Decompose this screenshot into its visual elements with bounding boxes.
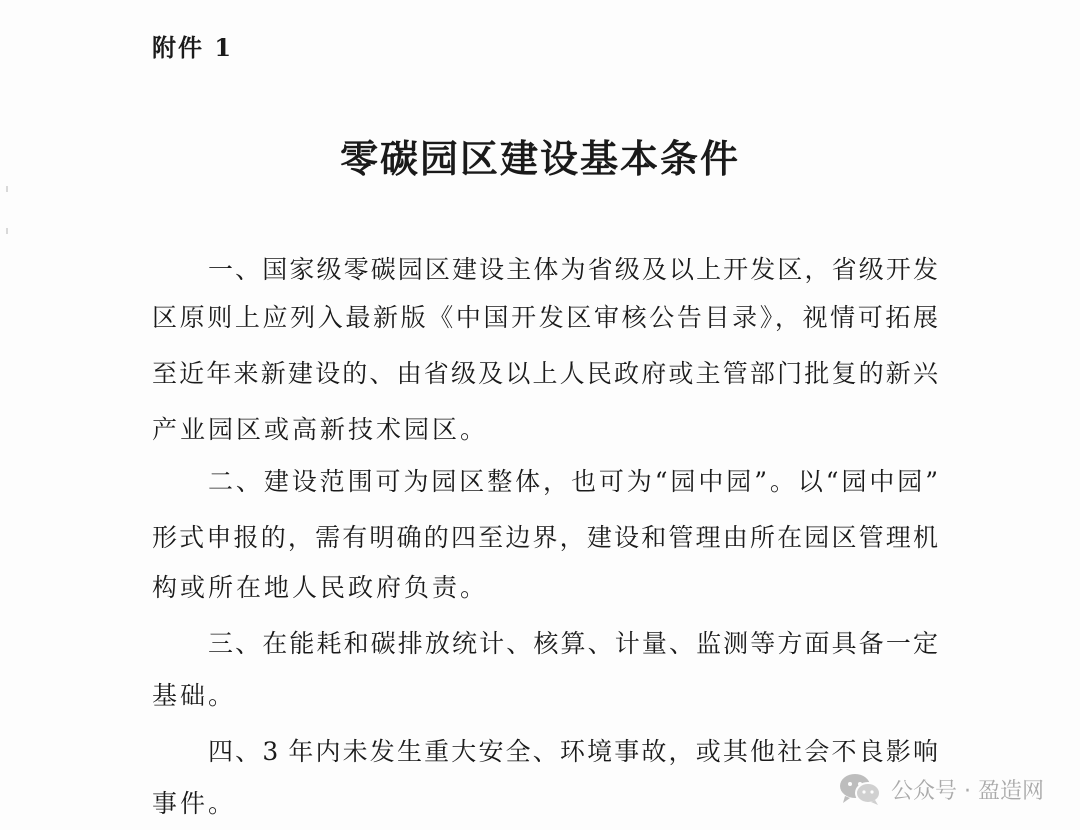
document-title: 零碳园区建设基本条件: [339, 136, 740, 181]
paragraph-1-line-4: 产业园区或高新技术园区。: [152, 415, 489, 444]
watermark: [837, 772, 1044, 806]
paragraph-1-line-3: 至近年来新建设的、由省级及以上人民政府或主管部门批复的新兴: [152, 359, 938, 388]
paragraph-1-line-1: 一、国家级零碳园区建设主体为省级及以上开发区，省级开发: [208, 255, 938, 284]
wechat-icon: [837, 772, 883, 806]
paragraph-2-line-1: 二、建设范围可为园区整体，也可为“园中园”。以“园中园”: [208, 467, 938, 496]
paragraph-3-line-1: 三、在能耗和碳排放统计、核算、计量、监测等方面具备一定: [208, 629, 938, 658]
paragraph-1-line-2: 区原则上应列入最新版《中国开发区审核公告目录》，视情可拓展: [152, 303, 938, 332]
paragraph-4-line-1: 四、3 年内未发生重大安全、环境事故，或其他社会不良影响: [208, 737, 938, 766]
paragraph-2-line-2: 形式申报的，需有明确的四至边界，建设和管理由所在园区管理机: [152, 523, 938, 552]
paragraph-3-line-2: 基础。: [152, 681, 237, 710]
watermark-text: 公众号 · 盈造网: [891, 778, 1044, 804]
paragraph-4-line-2: 事件。: [152, 789, 237, 818]
scan-mark: [6, 228, 8, 234]
scan-mark: [6, 186, 8, 192]
paragraph-2-line-3: 构或所在地人民政府负责。: [152, 573, 489, 602]
attachment-label: 附件 1: [152, 33, 234, 62]
